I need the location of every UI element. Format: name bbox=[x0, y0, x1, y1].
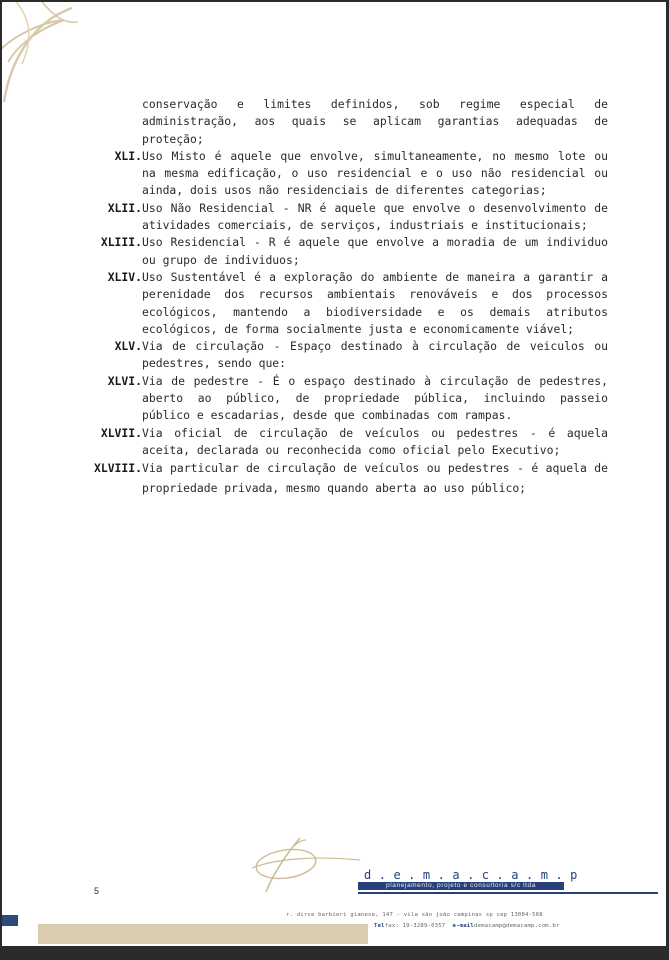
paragraph-text: Uso Sustentável é a exploração do ambiente de maneira a garantir a perenidade dos recursos ambientais renováveis e dos processos ecológicos, mantendo a biodiversidade e os demais atributos ecológicos, de forma socialmente justa e economicamente viável; bbox=[142, 269, 608, 336]
paragraph-text: Uso Não Residencial - NR é aquele que envolve o desenvolvimento de atividades comerciais, de serviços, industriais e institucionais; bbox=[142, 200, 608, 233]
paragraph-continuation bbox=[142, 96, 608, 148]
email-label: e-mail bbox=[452, 923, 474, 929]
paragraph-number: XLIV. bbox=[107, 269, 142, 284]
paragraph-text: Via particular de circulação de veículos ou pedestres - é aquela de propriedade privada, mesmo quando aberta ao uso público; bbox=[142, 461, 608, 495]
document-page bbox=[2, 2, 666, 946]
paragraph-xlv bbox=[114, 338, 608, 373]
paragraph-number: XLIII. bbox=[100, 235, 142, 250]
paragraph-xli bbox=[114, 148, 608, 200]
paragraph-number: XLVI. bbox=[107, 373, 142, 388]
tel-value: fax: 19-3289-0357 bbox=[384, 923, 446, 929]
paragraph-text: conservação e limites definidos, sob regime especial de administração, aos quais se aplicam garantias adequadas de proteção; bbox=[142, 97, 608, 146]
paragraph-xlvi bbox=[107, 373, 608, 425]
paragraph-number: XLVIII. bbox=[93, 461, 142, 476]
footer-swirl-logo bbox=[248, 834, 368, 896]
brand-wordmark: d.e.m.a.c.a.m.p bbox=[364, 868, 585, 882]
paragraph-text: Via de circulação - Espaço destinado à circulação de veiculos ou pedestres, sendo que: bbox=[142, 339, 608, 371]
paragraph-xliv bbox=[107, 269, 608, 338]
paragraph-number: XLV. bbox=[114, 339, 142, 354]
tel-label: Tel bbox=[374, 923, 385, 929]
page-number: 5 bbox=[94, 886, 100, 896]
footer-address: r. dirce barbieri gianese, 147 - vila são joão campinas sp cep 13084-568 bbox=[286, 912, 543, 918]
footer-contacts bbox=[374, 923, 560, 929]
document-body bbox=[93, 96, 608, 498]
footer-blue-tab bbox=[2, 915, 18, 926]
email-link[interactable]: demacamp@demacamp.com.br bbox=[473, 923, 560, 929]
footer-decor-strip bbox=[38, 924, 368, 944]
paragraph-text: Via de pedestre - É o espaço destinado à circulação de pedestres, aberto ao público, de propriedade pública, incluindo passeio público e escadarias, desde que combinadas com rampas. bbox=[142, 373, 608, 423]
paragraph-xliii bbox=[100, 234, 608, 269]
paragraph-number: XLVII. bbox=[100, 425, 142, 440]
paragraph-text: Uso Residencial - R é aquele que envolve a moradia de um individuo ou grupo de individuos; bbox=[142, 235, 608, 267]
brand-tagline: planejamento, projeto e consultoria s/c ltda bbox=[358, 882, 564, 890]
paragraph-number: XLI. bbox=[114, 148, 142, 163]
brand-underline bbox=[358, 892, 658, 894]
paragraph-text: Via oficial de circulação de veículos ou pedestres - é aquela aceita, declarada ou reconhecida como oficial pelo Executivo; bbox=[142, 425, 608, 457]
paragraph-text: Uso Misto é aquele que envolve, simultaneamente, no mesmo lote ou na mesma edificação, o uso residencial e o uso não residencial ou ainda, dois usos não residenciais de diferentes categorias; bbox=[142, 148, 608, 198]
paragraph-xlviii bbox=[93, 459, 608, 498]
corner-swirl-logo bbox=[2, 2, 82, 112]
paragraph-xlii bbox=[107, 200, 608, 235]
paragraph-number: XLII. bbox=[107, 200, 142, 215]
paragraph-xlvii bbox=[100, 425, 608, 460]
